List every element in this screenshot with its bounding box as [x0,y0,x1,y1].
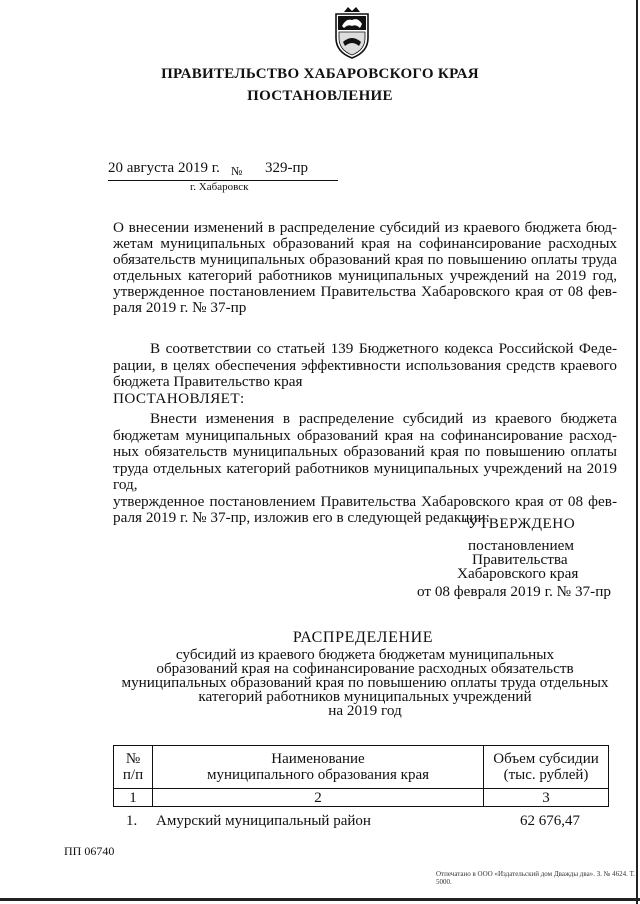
approved-title: "УТВЕРЖДЕНО [461,515,576,532]
subtitle-line: муниципальных образований края по повышению оплаты труда отдельных [121,674,609,691]
subtitle-line: образований края на софинансирование расходных обязательств [156,660,574,677]
approved-date: от 08 февраля 2019 г. № 37-пр [417,583,611,600]
approved-line: Хабаровского края [457,565,579,582]
distribution-subtitle [113,648,617,718]
preamble-line: бюджета Правительство края [113,373,303,390]
body-line: бюджетам муниципальных образований края на софинансирование расход- [113,426,617,444]
body-line: труда отдельных категорий работников муниципальных учреждений на 2019 год, [113,459,617,493]
printer-note: Отпечатано в ООО «Издательский дом Дважды два». З. № 4624. Т. 5000. [436,870,635,886]
header-value [484,746,609,789]
preamble-line: рации, в целях обеспечения эффективности использования средств краевого [113,356,617,374]
subtitle-line: субсидий из краевого бюджета бюджетам муниципальных [175,646,555,663]
distribution-title: РАСПРЕДЕЛЕНИЕ [292,629,434,646]
column-number: 1 [114,789,153,807]
header-num-line: п/п [122,767,144,783]
header-name [153,746,484,789]
title-line: утвержденное постановлением Правительства Хабаровского края от 08 фев- [113,283,617,300]
subtitle-line: на 2019 год [328,702,402,719]
row-municipality: Амурский муниципальный район [156,813,371,829]
header-name-line: муниципального образования края [206,767,430,783]
table-header-row [114,746,609,789]
document-city: г. Хабаровск [190,181,249,193]
preamble-line: В соответствии со статьей 139 Бюджетного кодекса Российской Феде- [150,340,617,357]
column-number-row [114,789,609,807]
row-number: 1. [126,813,138,829]
decree-word: ПОСТАНОВЛЯЕТ: [113,389,245,407]
body-line: раля 2019 г. № 37-пр, изложив его в следующей редакции: [113,509,490,526]
preamble [113,341,617,407]
number-sign: № [231,164,243,178]
body-line: ных обязательств муниципальных образований края по повышению оплаты [113,443,617,460]
column-number: 2 [153,789,484,807]
decree-body [113,411,617,527]
row-subsidy-value: 62 676,47 [520,813,580,829]
column-number: 3 [484,789,609,807]
date-number-line [108,160,338,181]
distribution-table [113,745,609,807]
approved-line: Правительства [472,551,568,568]
title-line: отдельных категорий работников муниципальных учреждений на 2019 год, [113,267,617,284]
body-line: Внести изменения в распределение субсидий из краевого бюджета [150,410,617,427]
page-edge-bottom [0,898,640,901]
header-name-line: Наименование [271,751,365,767]
document-date: 20 августа 2019 г. [108,160,220,176]
title-line: жетам муниципальных образований края на софинансирование расходных [113,235,617,252]
document-type: ПОСТАНОВЛЕНИЕ [247,88,393,104]
header-value-line: Объем субсидии [493,751,599,767]
subtitle-line: категорий работников муниципальных учреждений [198,688,532,705]
page-edge-right [636,0,638,904]
document-title [113,220,617,316]
title-line: раля 2019 г. № 37-пр [113,299,247,316]
approved-line: постановлением [468,537,575,554]
body-line: утвержденное постановлением Правительства Хабаровского края от 08 фев- [113,492,617,510]
header-value-line: (тыс. рублей) [503,767,589,783]
title-line: обязательств муниципальных образований края по повышению оплаты труда [113,251,617,268]
header-num-line: № [125,751,141,767]
khabarovsk-coat-of-arms-icon [330,4,374,60]
title-line: О внесении изменений в распределение субсидий из краевого бюджета бюд- [113,219,617,236]
government-name: ПРАВИТЕЛЬСТВО ХАБАРОВСКОГО КРАЯ [161,66,479,82]
document-code: ПП 06740 [64,844,115,858]
header-num [114,746,153,789]
document-number: 329-пр [265,160,309,176]
